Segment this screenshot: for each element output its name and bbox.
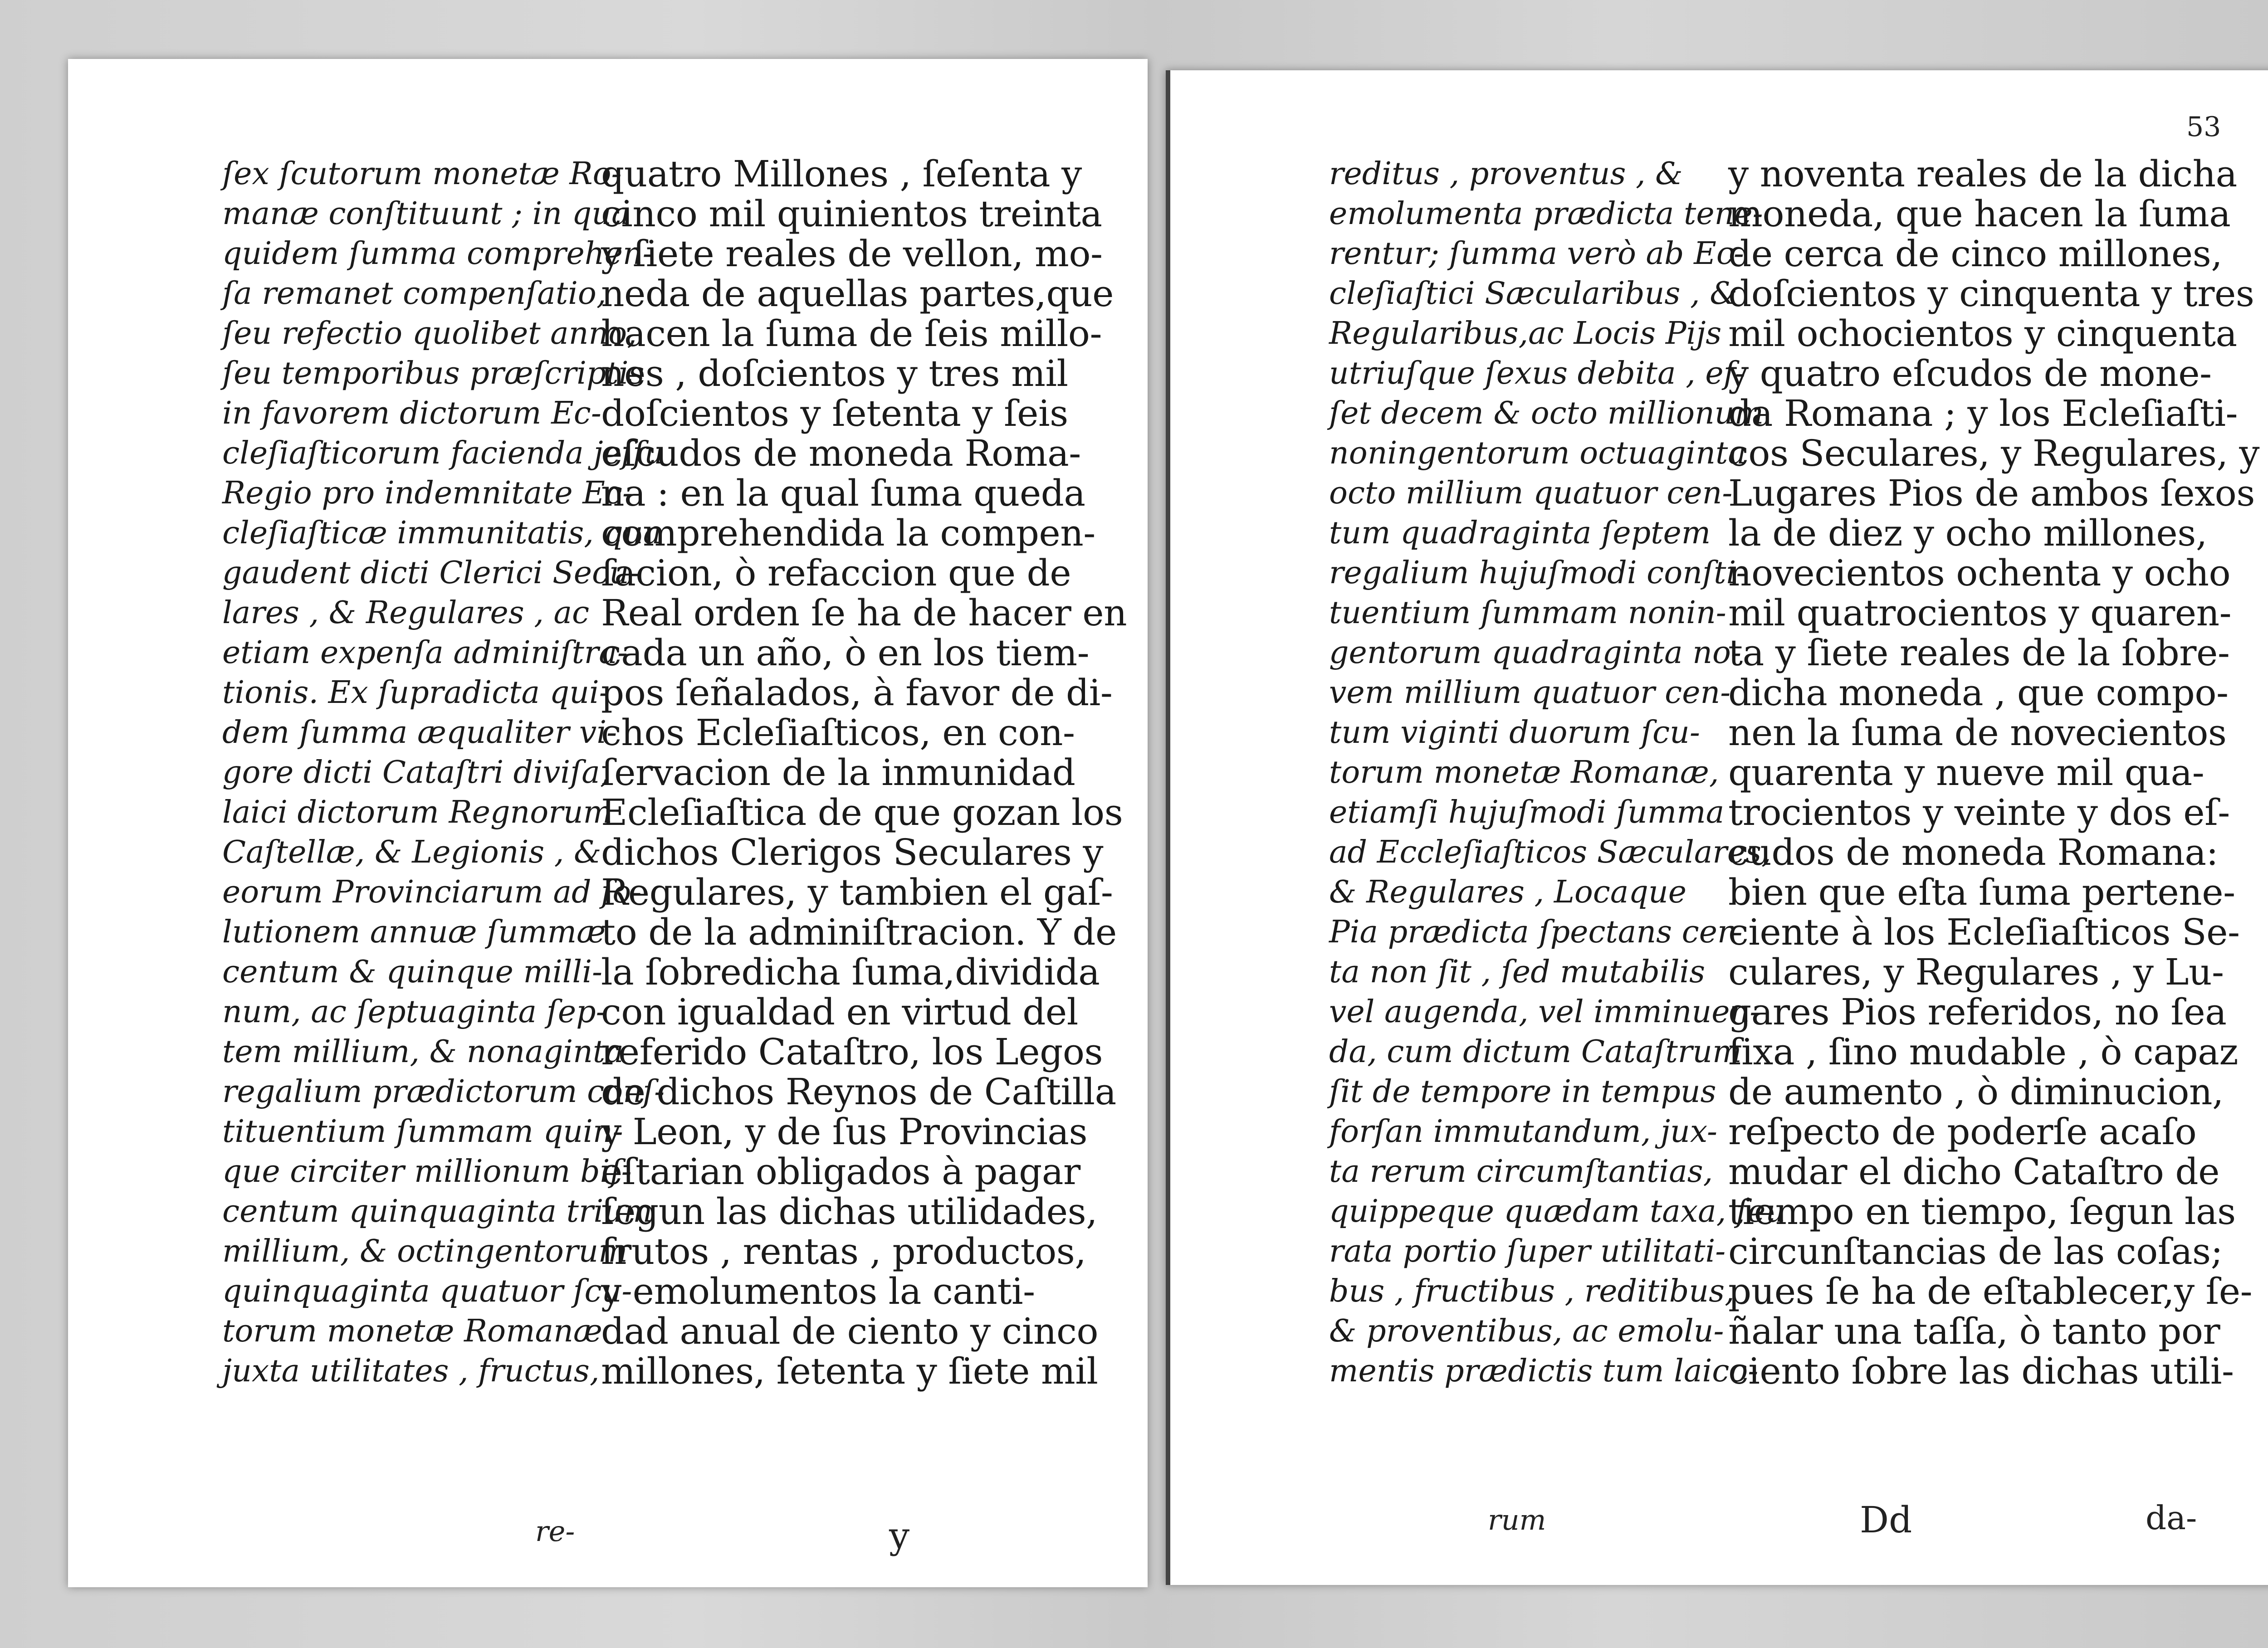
text-line: ſegun las dichas utilidades,: [601, 1190, 1098, 1233]
left-latin-catchword: re-: [535, 1515, 575, 1548]
text-line: doſcientos y ſetenta y ſeis: [601, 392, 1068, 434]
text-line: la de diez y ocho millones,: [1728, 512, 2207, 554]
page-number: 53: [2186, 111, 2221, 143]
text-line: juxta utilitates , fructus,: [222, 1353, 600, 1389]
text-line: cudos de moneda Romana:: [1728, 831, 2219, 873]
text-line: in favorem dictorum Ec-: [222, 395, 601, 431]
text-line: hacen la ſuma de ſeis millo-: [601, 312, 1102, 355]
text-line: circunſtancias de las coſas;: [1728, 1230, 2223, 1273]
text-line: regalium hujuſmodi conſti-: [1329, 555, 1747, 591]
text-line: de cerca de cinco millones,: [1728, 233, 2223, 275]
text-line: ſervacion de la inmunidad: [601, 751, 1075, 794]
text-line: ſacion, ò refaccion que de: [601, 552, 1071, 594]
text-line: y noventa reales de la dicha: [1728, 153, 2237, 195]
text-line: & proventibus, ac emolu-: [1329, 1313, 1724, 1349]
text-line: Regularibus,ac Locis Pijs: [1329, 316, 1722, 351]
text-line: tionis. Ex ſupradicta qui-: [222, 675, 610, 711]
text-line: ta rerum circumſtantias,: [1329, 1154, 1713, 1190]
text-line: ſeu temporibus præſcriptis: [222, 356, 645, 391]
left-page: [68, 59, 1148, 1587]
text-line: mil quatrocientos y quaren-: [1728, 592, 2232, 634]
text-line: y Leon, y de ſus Provincias: [601, 1111, 1088, 1153]
text-line: neda de aquellas partes,que: [601, 273, 1114, 315]
text-line: tum quadraginta ſeptem: [1329, 515, 1711, 551]
text-line: culares, y Regulares , y Lu-: [1728, 951, 2224, 993]
text-line: lares , & Regulares , ac: [222, 595, 590, 631]
text-line: moneda, que hacen la ſuma: [1728, 193, 2231, 235]
text-line: ta y ſiete reales de la ſobre-: [1728, 632, 2230, 674]
text-line: ciente à los Ecleſiaſticos Se-: [1728, 911, 2240, 953]
text-line: quippeque quædam taxa, ſeu: [1329, 1194, 1786, 1229]
text-line: rentur; ſumma verò ab Ec-: [1329, 236, 1744, 272]
text-line: frutos , rentas , productos,: [601, 1230, 1086, 1273]
text-line: vel augenda, vel imminuen-: [1329, 994, 1760, 1030]
text-line: reditus , proventus , &: [1329, 156, 1683, 192]
text-line: tituentium ſummam quin-: [222, 1114, 623, 1150]
text-line: tum viginti duorum ſcu-: [1329, 715, 1700, 751]
text-line: pues ſe ha de eſtablecer,y ſe-: [1728, 1270, 2253, 1312]
text-line: nen la ſuma de novecientos: [1728, 712, 2227, 754]
text-line: reſpecto de poderſe acaſo: [1728, 1111, 2197, 1153]
text-line: Pia prædicta ſpectans cer-: [1329, 914, 1743, 950]
text-line: quarenta y nueve mil qua-: [1728, 751, 2204, 794]
text-line: ciento ſobre las dichas utili-: [1728, 1350, 2234, 1392]
text-line: doſcientos y cinquenta y tres: [1728, 273, 2254, 315]
text-line: vem millium quatuor cen-: [1329, 675, 1731, 711]
text-line: de aumento , ò diminucion,: [1728, 1071, 2224, 1113]
text-line: ad Eccleſiaſticos Sæculares,: [1329, 834, 1771, 870]
text-line: utriuſque ſexus debita , eſ-: [1329, 356, 1745, 391]
text-line: tiempo en tiempo, ſegun las: [1728, 1190, 2236, 1233]
text-line: centum & quinque milli-: [222, 954, 602, 990]
left-spanish-catchword: y: [889, 1515, 910, 1557]
text-line: emolumenta prædicta tene-: [1329, 196, 1763, 232]
text-line: millium, & octingentorum: [222, 1234, 628, 1269]
text-line: etiamſi hujuſmodi ſumma: [1329, 795, 1725, 830]
text-line: ſex ſcutorum monetæ Ro-: [222, 156, 622, 192]
text-line: cada un año, ò en los tiem-: [601, 632, 1090, 674]
text-line: bien que eſta ſuma pertene-: [1728, 871, 2235, 913]
text-line: quatro Millones , ſeſenta y: [601, 153, 1082, 195]
text-line: lutionem annuæ ſummæ: [222, 914, 606, 950]
text-line: mentis prædictis tum laico-: [1329, 1353, 1759, 1389]
text-line: cos Seculares, y Regulares, y: [1728, 432, 2260, 474]
text-line: gentorum quadraginta no-: [1329, 635, 1741, 671]
right-latin-column: [1329, 154, 1786, 1391]
right-spanish-catchword: da-: [2146, 1499, 2197, 1537]
text-line: ñalar una taſſa, ò tanto por: [1728, 1310, 2220, 1352]
text-line: ſeu refectio quolibet anno,: [222, 316, 637, 351]
left-spanish-column: [601, 153, 1127, 1392]
signature-mark: Dd: [1860, 1499, 1912, 1541]
text-line: Real orden ſe ha de hacer en: [601, 592, 1127, 634]
text-line: y ſiete reales de vellon, mo-: [601, 233, 1103, 275]
text-line: octo millium quatuor cen-: [1329, 475, 1733, 511]
right-latin-catchword: rum: [1488, 1503, 1546, 1536]
text-line: referido Cataſtro, los Legos: [601, 1031, 1103, 1073]
text-line: mil ochocientos y cinquenta: [1728, 312, 2237, 355]
text-line: quidem ſumma comprehen-: [222, 236, 653, 272]
text-line: eſcudos de moneda Roma-: [601, 432, 1081, 474]
text-line: Regio pro indemnitate Ec-: [222, 475, 633, 511]
text-line: y quatro eſcudos de mone-: [1728, 352, 2212, 395]
text-line: cleſiaſticæ immunitatis, qua: [222, 515, 662, 551]
text-line: ſit de tempore in tempus: [1329, 1074, 1716, 1110]
text-line: mudar el dicho Cataſtro de: [1728, 1151, 2219, 1193]
text-line: fixa , ſino mudable , ò capaz: [1728, 1031, 2238, 1073]
text-line: torum monetæ Romanæ: [222, 1313, 602, 1349]
text-line: millones, ſetenta y ſiete mil: [601, 1350, 1098, 1392]
text-line: Ecleſiaſtica de que gozan los: [601, 791, 1123, 834]
left-latin-column: [222, 154, 665, 1391]
text-line: con igualdad en virtud del: [601, 991, 1078, 1033]
text-line: dem ſumma æqualiter vi-: [222, 715, 617, 751]
text-line: novecientos ochenta y ocho: [1728, 552, 2231, 594]
text-line: ſet decem & octo millionum: [1329, 395, 1764, 431]
text-line: comprehendida la compen-: [601, 512, 1095, 554]
text-line: & Regulares , Locaque: [1329, 874, 1686, 910]
text-line: de dichos Reynos de Caſtilla: [601, 1071, 1116, 1113]
text-line: bus , fructibus , reditibus,: [1329, 1273, 1735, 1309]
text-line: rata portio ſuper utilitati-: [1329, 1234, 1726, 1269]
text-line: laici dictorum Regnorum: [222, 795, 612, 830]
text-line: cleſiaſticorum facienda jeſſu: [222, 435, 664, 471]
text-line: trocientos y veinte y dos eſ-: [1728, 791, 2230, 834]
text-line: da, cum dictum Cataſtrum: [1329, 1034, 1742, 1070]
text-line: num, ac ſeptuaginta ſep-: [222, 994, 606, 1030]
text-line: regalium prædictorum conſ-: [222, 1074, 665, 1110]
text-line: y emolumentos la canti-: [601, 1270, 1035, 1312]
text-line: chos Ecleſiaſticos, en con-: [601, 712, 1075, 754]
text-line: quinquaginta quatuor ſcu-: [222, 1273, 632, 1309]
text-line: cleſiaſtici Sæcularibus , &: [1329, 276, 1737, 312]
text-line: eſtarian obligados à pagar: [601, 1151, 1080, 1193]
text-line: nes , doſcientos y tres mil: [601, 352, 1068, 395]
text-line: pos ſeñalados, à favor de di-: [601, 672, 1113, 714]
text-line: ta non ſit , ſed mutabilis: [1329, 954, 1706, 990]
text-line: etiam expenſa adminiſtra-: [222, 635, 628, 671]
text-line: gore dicti Cataſtri diviſa,: [222, 755, 610, 790]
text-line: ſa remanet compenſatio,: [222, 276, 606, 312]
text-line: tuentium ſummam nonin-: [1329, 595, 1726, 631]
text-line: centum quinquaginta trium: [222, 1194, 653, 1229]
text-line: Lugares Pios de ambos ſexos: [1728, 472, 2255, 514]
text-line: na : en la qual ſuma queda: [601, 472, 1085, 514]
text-line: gaudent dicti Clerici Secu-: [222, 555, 640, 591]
text-line: to de la adminiſtracion. Y de: [601, 911, 1117, 953]
text-line: la ſobredicha ſuma,dividida: [601, 951, 1100, 993]
text-line: Regulares, y tambien el gaſ-: [601, 871, 1113, 913]
text-line: cinco mil quinientos treinta: [601, 193, 1102, 235]
text-line: tem millium, & nonaginta: [222, 1034, 624, 1070]
text-line: Caſtellæ, & Legionis , &: [222, 834, 601, 870]
right-spanish-column: [1728, 153, 2260, 1392]
text-line: forſan immutandum, jux-: [1329, 1114, 1717, 1150]
text-line: torum monetæ Romanæ,: [1329, 755, 1719, 790]
text-line: eorum Provinciarum ad ſo-: [222, 874, 642, 910]
text-line: dicha moneda , que compo-: [1728, 672, 2229, 714]
text-line: gares Pios referidos, no ſea: [1728, 991, 2227, 1033]
text-line: que circiter millionum biſ-: [222, 1154, 632, 1190]
text-line: dichos Clerigos Seculares y: [601, 831, 1104, 873]
text-line: da Romana ; y los Ecleſiaſti-: [1728, 392, 2238, 434]
text-line: dad anual de ciento y cinco: [601, 1310, 1098, 1352]
right-page: [1166, 70, 2268, 1585]
text-line: manæ conſtituunt ; in qua: [222, 196, 630, 232]
text-line: noningentorum octuaginta: [1329, 435, 1746, 471]
